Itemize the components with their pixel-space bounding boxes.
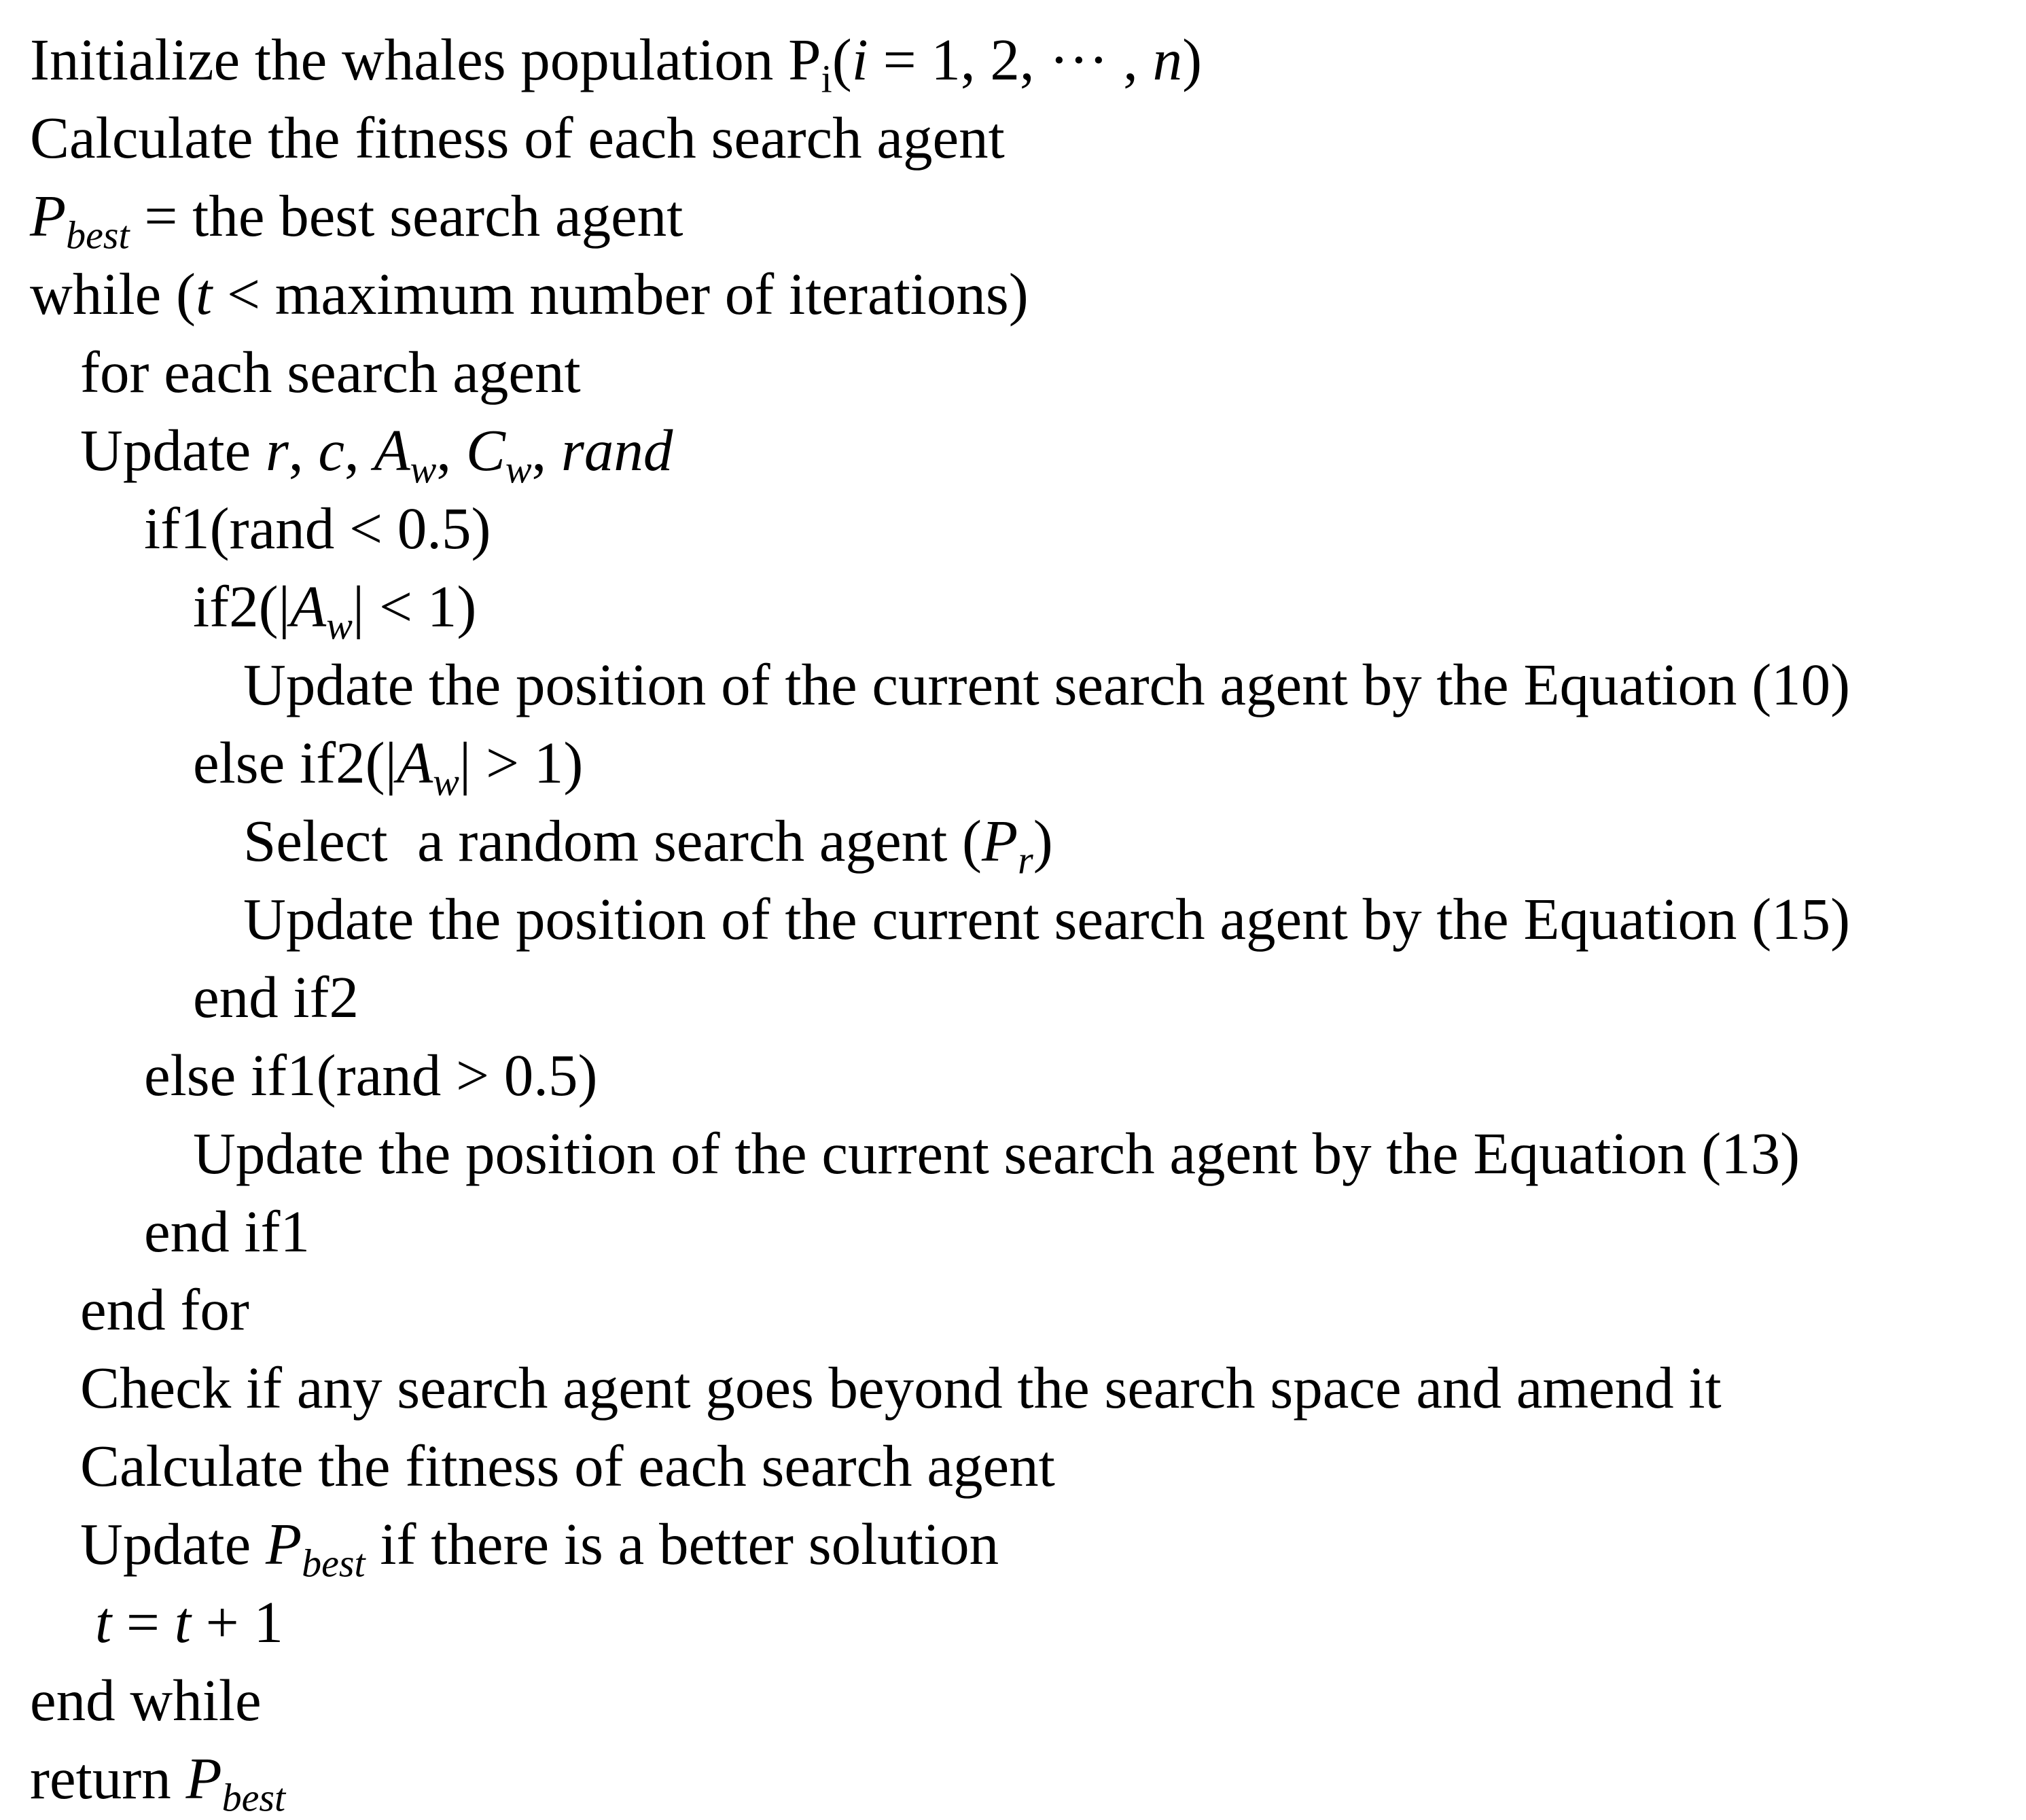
line-update-pbest [80, 1510, 999, 1586]
line-if2 [193, 573, 477, 648]
line-else-if1: else if1(rand > 0.5) [144, 1042, 598, 1108]
line-increment-t [95, 1588, 283, 1656]
text-segment: , [531, 417, 562, 483]
line-end-if1: end if1 [144, 1198, 310, 1264]
text-segment: if there is a better solution [365, 1511, 999, 1577]
line-calculate-fitness-loop: Calculate the fitness of each search agent [80, 1433, 1055, 1499]
line-calculate-fitness: Calculate the fitness of each search agent [30, 105, 1005, 171]
text-segment: | < 1) [352, 573, 477, 639]
italic-variable: c [318, 417, 344, 483]
text-segment: = [111, 1589, 175, 1655]
text-segment: , [436, 417, 466, 483]
text-segment: while ( [30, 261, 196, 327]
italic-variable: P [265, 1511, 302, 1577]
subscript: w [326, 603, 353, 648]
text-segment: return [30, 1745, 186, 1811]
italic-variable: t [174, 1589, 191, 1655]
italic-variable: t [196, 261, 213, 327]
line-select-random [243, 807, 1053, 882]
subscript: i [821, 56, 832, 101]
line-update-eq15: Update the position of the current search agent by the Equation (15) [243, 886, 1851, 952]
italic-variable: P [982, 808, 1018, 874]
subscript: w [505, 447, 532, 492]
italic-variable: r [265, 417, 289, 483]
text-segment: ( [832, 26, 852, 92]
subscript: best [66, 213, 130, 257]
italic-variable: i [851, 26, 868, 92]
italic-variable: C [465, 417, 505, 483]
line-check-bounds: Check if any search agent goes beyond the search space and amend it [80, 1355, 1722, 1421]
italic-variable: n [1152, 26, 1183, 92]
subscript: best [221, 1775, 286, 1820]
line-for-each: for each search agent [80, 339, 581, 405]
text-segment: | > 1) [459, 730, 584, 796]
line-end-while: end while [30, 1667, 262, 1733]
line-while [30, 260, 1029, 328]
text-segment: ) [1033, 808, 1053, 874]
subscript: w [433, 760, 459, 804]
text-segment: = the best search agent [129, 183, 683, 249]
subscript: w [410, 447, 437, 492]
line-else-if2 [193, 729, 584, 804]
line-return [30, 1745, 286, 1820]
subscript: r [1018, 838, 1033, 882]
line-initialize-population [30, 26, 1203, 101]
line-end-if2: end if2 [193, 964, 359, 1030]
italic-variable: A [290, 573, 327, 639]
text-segment: , [344, 417, 374, 483]
subscript: best [302, 1541, 366, 1586]
line-if1: if1(rand < 0.5) [144, 495, 491, 561]
text-segment: < maximum number of iterations) [212, 261, 1029, 327]
italic-variable: P [30, 183, 67, 249]
text-segment: + 1 [190, 1589, 283, 1655]
line-update-params [80, 416, 673, 492]
text-segment: Update [80, 1511, 266, 1577]
italic-variable: rand [561, 417, 673, 483]
text-segment: , [288, 417, 319, 483]
italic-variable: A [397, 730, 433, 796]
line-update-eq10: Update the position of the current search agent by the Equation (10) [243, 652, 1851, 717]
text-segment: if2(| [193, 573, 291, 639]
text-segment: ) [1182, 26, 1203, 92]
italic-variable: t [95, 1589, 112, 1655]
text-segment: Select a random search agent ( [243, 808, 982, 874]
italic-variable: P [185, 1745, 222, 1811]
text-segment: = 1, 2, ··· , [868, 26, 1153, 92]
text-segment: Initialize the whales population P [30, 26, 821, 92]
line-end-for: end for [80, 1277, 249, 1342]
line-update-eq13: Update the position of the current search agent by the Equation (13) [193, 1120, 1800, 1186]
italic-variable: A [374, 417, 410, 483]
line-pbest-init [30, 182, 683, 257]
text-segment: else if2(| [193, 730, 397, 796]
text-segment: Update [80, 417, 266, 483]
